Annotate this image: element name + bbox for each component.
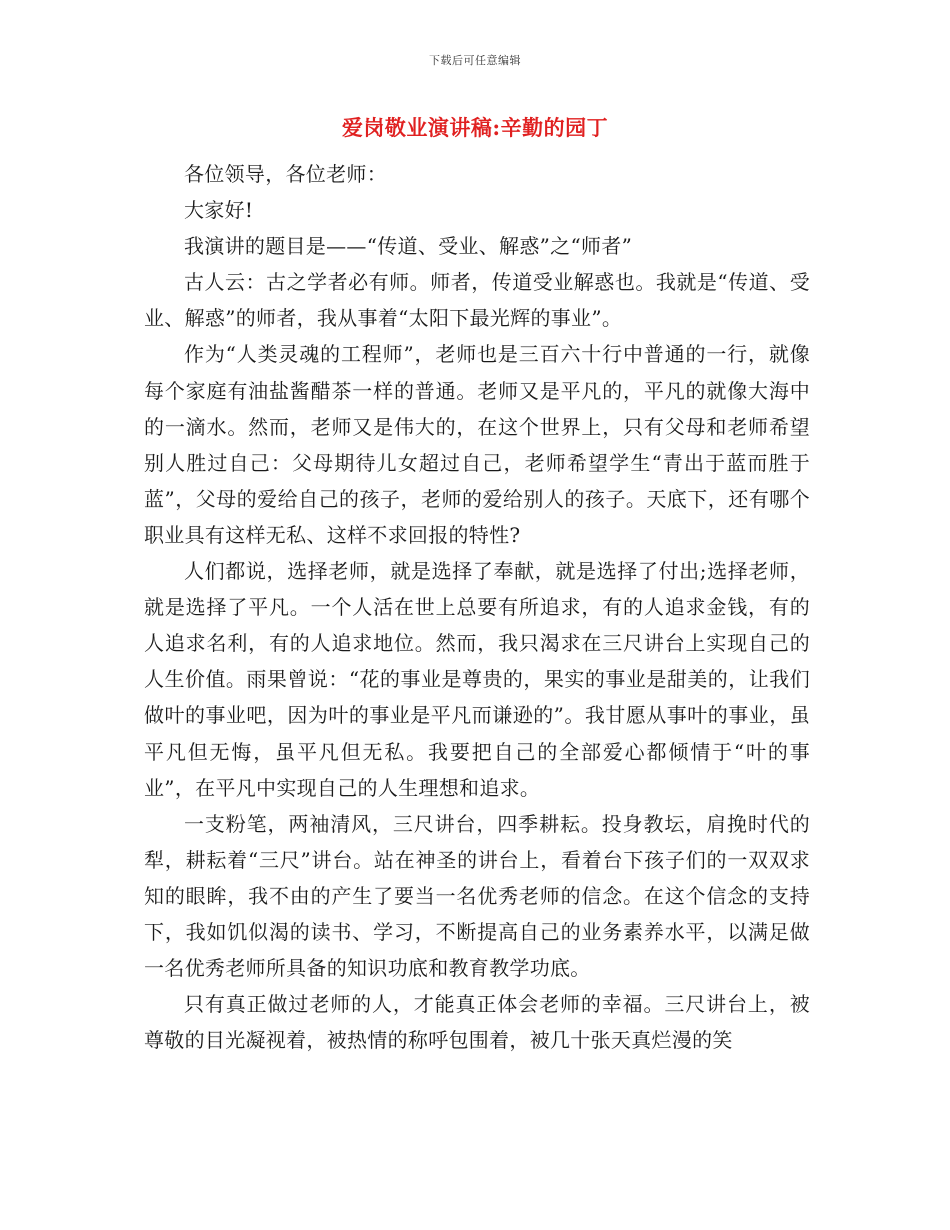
paragraph: 作为“人类灵魂的工程师”，老师也是三百六十行中普通的一行，就像每个家庭有油盐酱醋茶一样的普通。老师又是平凡的，平凡的就像大海中的一滴水。然而，老师又是伟大的，在这个世界上，只有父母和老师希望别人胜过自己：父母期待儿女超过自己，老师希望学生“青出于蓝而胜于蓝”，父母的爱给自己的孩子，老师的爱给别人的孩子。天底下，还有哪个职业具有这样无私、这样不求回报的特性? [144,342,810,547]
document-body [144,156,810,1058]
paragraph: 古人云：古之学者必有师。师者，传道受业解惑也。我就是“传道、受业、解惑”的师者，我从事着“太阳下最光辉的事业”。 [144,270,810,331]
document-title: 爱岗敬业演讲稿:辛勤的园丁 [341,115,609,140]
paragraph: 一支粉笔，两袖清风，三尺讲台，四季耕耘。投身教坛，肩挽时代的犁，耕耘着“三尺”讲台。站在神圣的讲台上，看着台下孩子们的一双双求知的眼眸，我不由的产生了要当一名优秀老师的信念。在这个信念的支持下，我如饥似渴的读书、学习，不断提高自己的业务素养水平，以满足做一名优秀老师所具备的知识功底和教育教学功底。 [144,811,810,981]
paragraph-topic: 我演讲的题目是——“传道、受业、解惑”之“师者” [184,234,633,259]
paragraph-greeting: 大家好! [184,198,254,223]
paragraph: 只有真正做过老师的人，才能真正体会老师的幸福。三尺讲台上，被尊敬的目光凝视着，被热情的称呼包围着，被几十张天真烂漫的笑 [144,992,810,1053]
paragraph-salutation: 各位领导，各位老师： [184,162,387,186]
page-header-note: 下载后可任意编辑 [429,54,521,67]
paragraph: 人们都说，选择老师，就是选择了奉献，就是选择了付出;选择老师，就是选择了平凡。一个人活在世上总要有所追求，有的人追求金钱，有的人追求名利，有的人追求地位。然而，我只渴求在三尺讲台上实现自己的人生价值。雨果曾说：“花的事业是尊贵的，果实的事业是甜美的，让我们做叶的事业吧，因为叶的事业是平凡而谦逊的”。我甘愿从事叶的事业，虽平凡但无悔，虽平凡但无私。我要把自己的全部爱心都倾情于“叶的事业”，在平凡中实现自己的人生理想和追求。 [144,559,810,800]
